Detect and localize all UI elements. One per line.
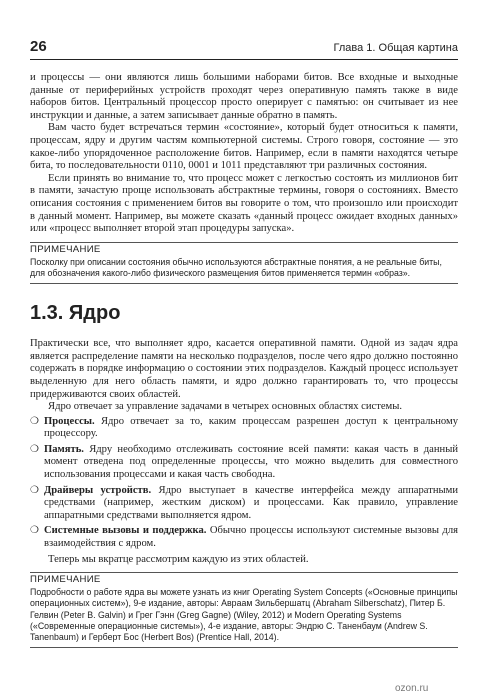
- note-box: [30, 572, 458, 648]
- bullet-circle-icon: ❍: [30, 484, 39, 496]
- note-title: ПРИМЕЧАНИЕ: [30, 243, 101, 255]
- paragraph: Теперь мы вкратце рассмотрим каждую из этих областей.: [48, 553, 309, 565]
- paragraph: Ядро отвечает за управление задачами в четырех основных областях системы.: [48, 401, 403, 413]
- paragraph: и процессы — они являются лишь большими наборами битов. Все входные и выходные данные от периферийных устройств проходят через оперативную память также в виде наборов битов. Центральный процессор просто оперирует с памятью: он считывает из нее инструкции и данные, а затем записывает данные обратно в память.: [30, 72, 458, 121]
- note-title: ПРИМЕЧАНИЕ: [30, 574, 101, 586]
- bullet-circle-icon: ❍: [30, 443, 39, 455]
- bullet-term: Системные вызовы и поддержка.: [44, 525, 207, 537]
- list-item: [30, 416, 458, 441]
- bullet-text: Обычно процессы используют системные вызовы для взаимодействия с ядром.: [44, 525, 458, 550]
- bullet-text: Ядру необходимо отслеживать состояние всей памяти: какая часть в данный момент отведена под определенные процессы, что можно выделить для совместного использования процессами и какая часть свободна.: [44, 443, 458, 481]
- bullet-term: Память.: [44, 443, 84, 455]
- paragraph: Вам часто будет встречаться термин «состояние», который будет относиться к памяти, процессам, ядру и другим частям компьютерной системы. Строго говоря, состояние — это какое-либо упорядоченное расположение битов. Например, если в памяти находятся четыре бита, то последовательности 0110, 0001 и 1011 представляют три различных состояния.: [30, 122, 458, 172]
- bullet-text: Ядро отвечает за то, каким процессам разрешен доступ к центральному процессору.: [44, 415, 458, 440]
- bullet-list: [30, 416, 458, 551]
- page-header: [30, 38, 458, 60]
- bullet-text: Ядро выступает в качестве интерфейса между аппаратными средствами (например, жестким диском) и процессами. Как правило, управление аппаратными средствами выполняется ядром.: [44, 484, 459, 521]
- page-number: 26: [30, 38, 47, 55]
- list-item: [30, 525, 458, 550]
- chapter-title: Глава 1. Общая картина: [333, 42, 458, 54]
- page-body: [30, 72, 458, 648]
- note-text: Посколку при описании состояния обычно используются абстрактные понятия, а не реальные биты, для обозначения какого-либо физического размещения битов применяется термин «образ».: [30, 256, 442, 278]
- bullet-circle-icon: ❍: [30, 415, 39, 427]
- list-item: [30, 485, 458, 523]
- list-item: [30, 444, 458, 482]
- bullet-term: Процессы.: [44, 415, 95, 427]
- bullet-term: Драйверы устройств.: [44, 484, 152, 496]
- bullet-circle-icon: ❍: [30, 525, 39, 537]
- note-box: [30, 242, 458, 284]
- paragraph: Практически все, что выполняет ядро, касается оперативной памяти. Одной из задач ядра является распределение памяти на несколько подразделов, после чего ядро должно постоянно содержать в порядке информацию о состоянии этих подразделов. Каждый процесс использует выделенную для него область памяти, и ядро должно гарантировать то, что процессы придерживаются своих областей.: [30, 338, 458, 400]
- note-text: Подробности о работе ядра вы можете узнать из книг Operating System Concepts («Основные принципы операционных систем»), 9-е издание, авторы: Авраам Зильбершатц (Abraham Silberschatz), Питер Б. Гелвин (Peter B. Galvin) и Грег Гэнн (Greg Gagne) (Wiley, 2012) и Modern Operating Systems («Современные операционные системы»), 4-е издание, авторы: Эндрю С. Таненбаум (Andrew S. Tanenbaum) и Герберт Бос (Herbert Bos) (Prentice Hall, 2014).: [30, 587, 458, 643]
- watermark-logo: ozon.ru: [395, 683, 429, 694]
- section-heading: 1.3. Ядро: [30, 302, 121, 325]
- paragraph: Если принять во внимание то, что процесс может с легкостью состоять из миллионов бит в памяти, зачастую проще использовать абстрактные термины, говоря о состояниях. Вместо описания состояния с применением битов вы говорите о том, что произошло или происходит в данный момент. Например, вы можете сказать «данный процесс ожидает входных данных» или «процесс выполняет второй этап процедуры запуска».: [30, 172, 458, 235]
